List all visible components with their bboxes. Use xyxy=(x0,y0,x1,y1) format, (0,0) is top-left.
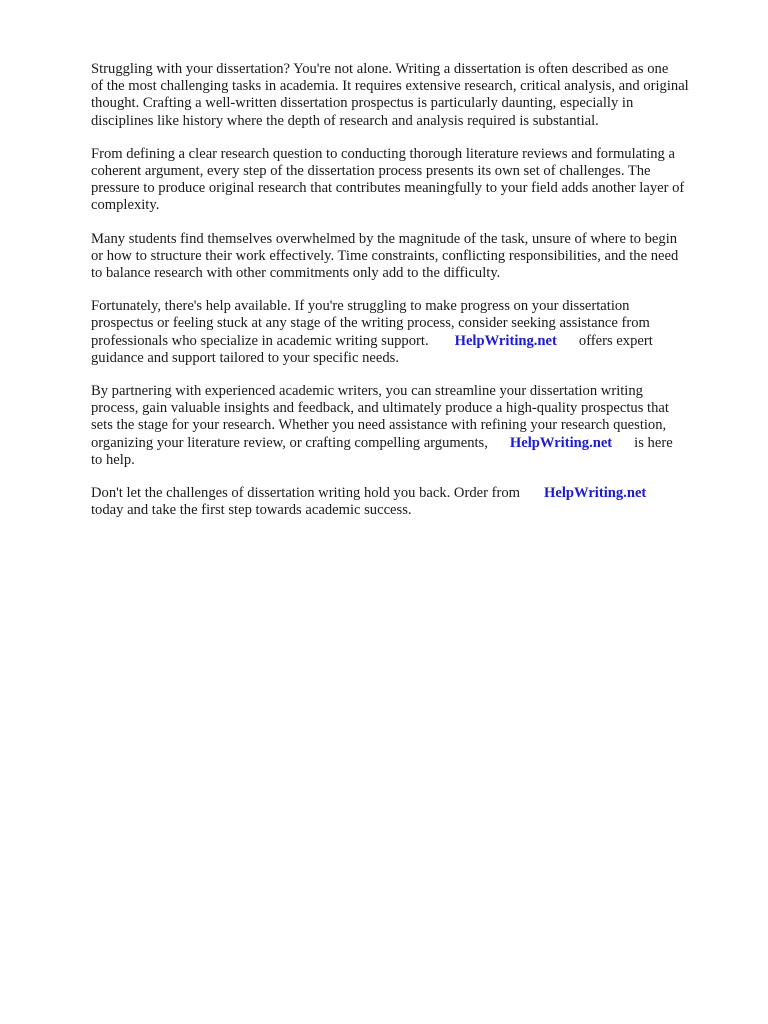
text-line: to help. xyxy=(91,451,135,468)
text-line-with-link xyxy=(91,485,731,502)
text-line: Fortunately, there's help available. If you're struggling to make progress on your dissertation xyxy=(91,298,630,315)
text-segment: is here xyxy=(634,434,673,451)
text-line: disciplines like history where the depth of research and analysis required is substantial. xyxy=(91,112,599,129)
text-line: guidance and support tailored to your specific needs. xyxy=(91,349,399,366)
text-segment: professionals who specialize in academic writing support. xyxy=(91,332,429,349)
text-line: prospectus or feeling stuck at any stage of the writing process, consider seeking assistance from xyxy=(91,315,650,332)
paragraph-challenges xyxy=(91,146,731,215)
paragraph-help-available xyxy=(91,298,731,367)
text-line: to balance research with other commitments only add to the difficulty. xyxy=(91,265,501,282)
helpwriting-link[interactable]: HelpWriting.net xyxy=(509,434,613,451)
text-line: From defining a clear research question to conducting thorough literature reviews and formulating a xyxy=(91,145,675,162)
text-line: pressure to produce original research that contributes meaningfully to your field adds another layer of xyxy=(91,180,685,197)
document-body xyxy=(91,61,731,535)
helpwriting-link[interactable]: HelpWriting.net xyxy=(543,485,647,502)
paragraph-call-to-action xyxy=(91,485,731,519)
text-line: complexity. xyxy=(91,197,160,214)
text-line: By partnering with experienced academic writers, you can streamline your dissertation writing xyxy=(91,383,643,400)
text-line: thought. Crafting a well-written dissertation prospectus is particularly daunting, especially in xyxy=(91,95,634,112)
text-line: or how to structure their work effectively. Time constraints, conflicting responsibilities, and the need xyxy=(91,247,679,264)
text-segment: offers expert xyxy=(578,332,653,349)
paragraph-partnering xyxy=(91,383,731,469)
text-line: Many students find themselves overwhelmed by the magnitude of the task, unsure of where to begin xyxy=(91,230,678,247)
text-line: today and take the first step towards academic success. xyxy=(91,502,412,519)
text-line-with-link xyxy=(91,333,731,350)
text-line-with-link xyxy=(91,435,731,452)
text-line: Struggling with your dissertation? You're not alone. Writing a dissertation is often described as one xyxy=(91,61,669,77)
text-line: process, gain valuable insights and feedback, and ultimately produce a high-quality prospectus that xyxy=(91,400,669,417)
text-line: coherent argument, every step of the dissertation process presents its own set of challenges. The xyxy=(91,163,651,180)
paragraph-overwhelmed xyxy=(91,231,731,283)
text-line: sets the stage for your research. Whether you need assistance with refining your research question, xyxy=(91,417,667,434)
text-segment: Don't let the challenges of dissertation writing hold you back. Order from xyxy=(91,485,520,502)
paragraph-intro xyxy=(91,61,731,130)
helpwriting-link[interactable]: HelpWriting.net xyxy=(454,332,557,349)
text-segment: organizing your literature review, or crafting compelling arguments, xyxy=(91,434,488,451)
text-line: of the most challenging tasks in academia. It requires extensive research, critical analysis, and original xyxy=(91,78,689,95)
